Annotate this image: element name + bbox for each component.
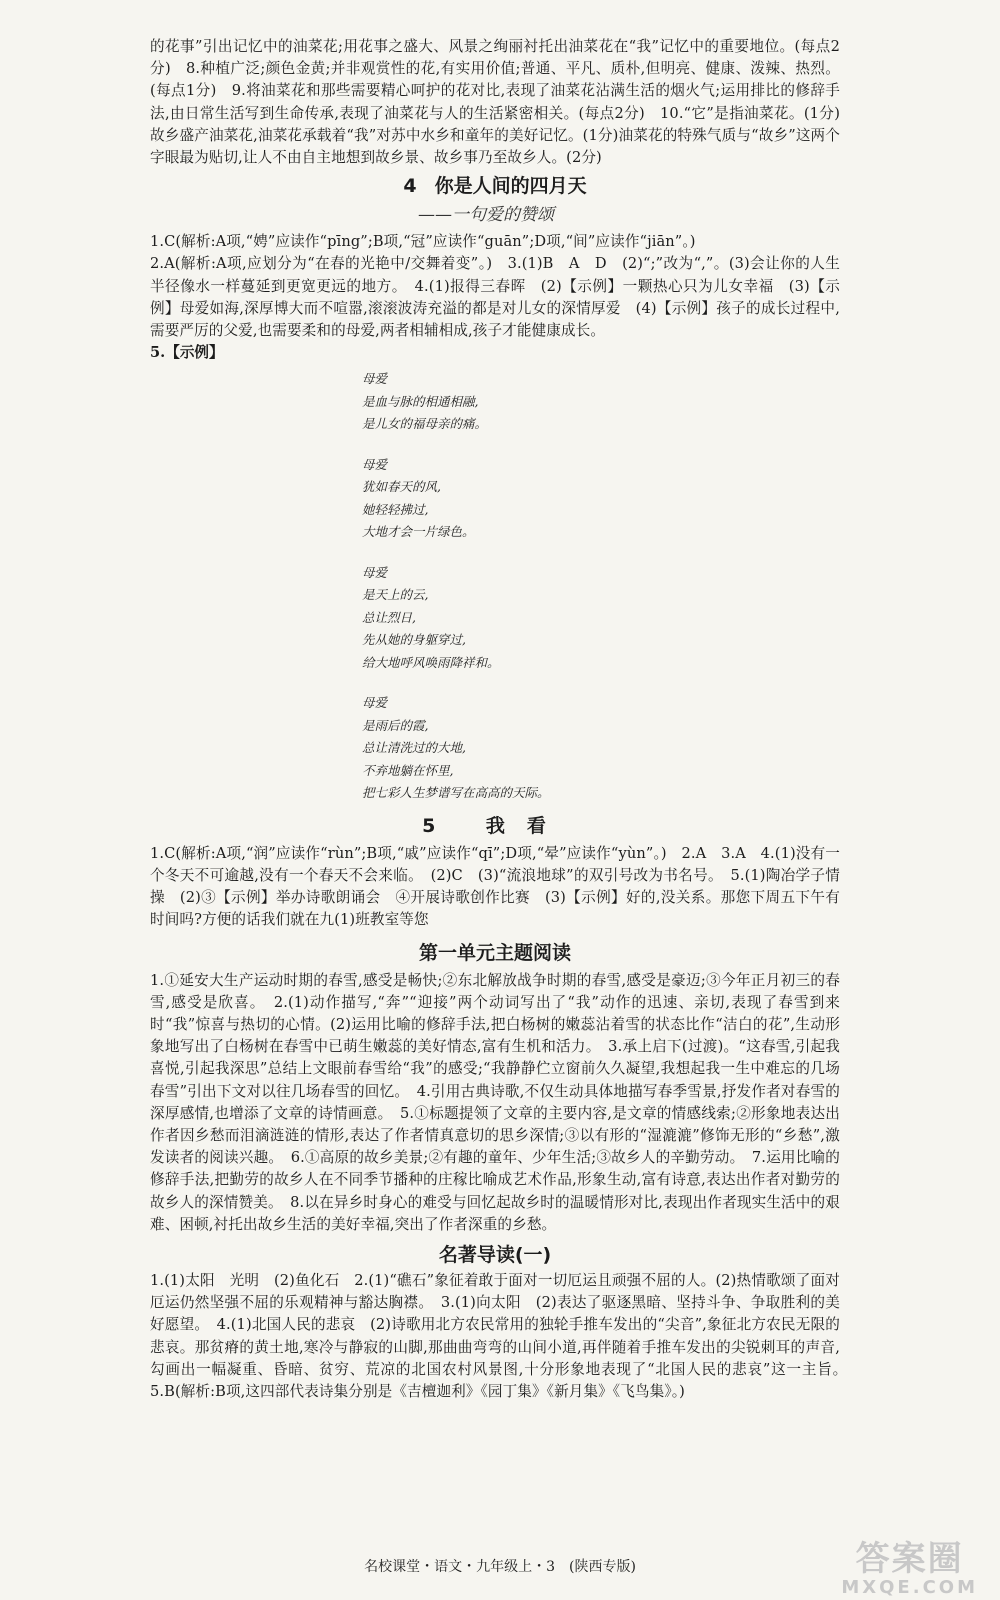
poem-line: 母爱: [362, 456, 388, 472]
poem-line: 母爱: [362, 695, 388, 711]
poem-line: 她轻轻拂过,: [362, 501, 429, 517]
poem-line: 给大地呼风唤雨降祥和。: [362, 654, 500, 670]
poem-line: 大地才会一片绿色。: [362, 524, 475, 540]
section-4-q5-label: 5.【示例】: [150, 344, 224, 362]
section-4-title: 你是人间的四月天: [434, 175, 587, 198]
poem-line: 不弃地躺在怀里,: [362, 762, 454, 778]
sample-poem: [362, 368, 840, 805]
classics-heading: 名著导读(一): [438, 1243, 552, 1266]
poem-line: 是天上的云,: [362, 587, 429, 603]
section-5-title: 我看: [485, 814, 568, 837]
answer-page: [150, 36, 855, 1403]
poem-line: 先从她的身躯穿过,: [362, 632, 466, 648]
poem-line: 把七彩人生梦谱写在高高的天际。: [362, 785, 550, 801]
intro-paragraph: 的花事”引出记忆中的油菜花;用花事之盛大、风景之绚丽衬托出油菜花在“我”记忆中的重要地位。(每点2分) 8.种植广泛;颜色金黄;并非观赏性的花,有实用价值;普通、平凡、质朴,但明亮、健康、泼辣、热烈。(每点1分) 9.将油菜花和那些需要精心呵护的花对比,表现了油菜花沾满生活的烟火气;运用排比的修辞手法,由日常生活写到生命传承,表现了油菜花与人的生活紧密相关。(每点2分) 10.“它”是指油菜花。(1分)故乡盛产油菜花,油菜花承载着“我”对苏中水乡和童年的美好记忆。(1分)油菜花的特殊气质与“故乡”这两个字眼最为贴切,让人不由自主地想到故乡景、故乡事乃至故乡人。(2分): [150, 38, 840, 167]
poem-stanza: [362, 368, 840, 436]
section-5-answers: 1.C(解析:A项,“润”应读作“rùn”;B项,“戚”应读作“qī”;D项,“晕”应读作“yùn”。) 2.A 3.A 4.(1)没有一个冬天不可逾越,没有一个春天不会来临。 (2)C (3)“流浪地球”的双引号改为书名号。 5.(1)陶冶学子情操 (2)③【示例】举办诗歌朗诵会 ④开展诗歌创作比赛 (3)【示例】好的,没关系。那您下周五下午有时间吗?方便的话我们就在九(1)班教室等您: [150, 844, 840, 929]
poem-line: 犹如春天的风,: [362, 479, 441, 495]
poem-line: 总让烈日,: [362, 609, 416, 625]
section-4-answer-2: 2.A(解析:A项,应划分为“在春的光艳中/交舞着变”。) 3.(1)B A D (2)“;”改为“,”。(3)会让你的人生半径像水一样蔓延到更宽更远的地方。 4.(1)报得三春晖 (2)【示例】一颗热心只为儿女幸福 (3)【示例】母爱如海,深厚博大而不喧嚣,滚滚波涛充溢的都是对儿女的深情厚爱 (4)【示例】孩子的成长过程中,需要严厉的父爱,也需要柔和的母爱,两者相辅相成,孩子才能健康成长。: [150, 255, 840, 340]
poem-line: 是雨后的霞,: [362, 717, 429, 733]
poem-stanza: [362, 562, 840, 675]
watermark-logo: [841, 1540, 978, 1598]
poem-stanza: [362, 692, 840, 805]
section-5-number: 5: [422, 814, 458, 837]
section-4-answer-1: 1.C(解析:A项,“娉”应读作“pīng”;B项,“冠”应读作“guān”;D项,“间”应读作“jiān”。): [150, 233, 696, 251]
unit-reading-heading: 第一单元主题阅读: [418, 941, 571, 964]
section-4-number: 4: [403, 175, 417, 198]
page-footer: 名校课堂・语文・九年级上・3 (陕西专版): [364, 1559, 636, 1575]
classics-answers: 1.(1)太阳 光明 (2)鱼化石 2.(1)“礁石”象征着敢于面对一切厄运且顽强不屈的人。(2)热情歌颂了面对厄运仍然坚强不屈的乐观精神与豁达胸襟。 3.(1)向太阳 (2)表达了驱逐黑暗、坚持斗争、争取胜利的美好愿望。 4.(1)北国人民的悲哀 (2)诗歌用北方农民常用的独轮手推车发出的“尖音”,象征北方农民无限的悲哀。那贫瘠的黄土地,寒冷与静寂的山脚,那曲曲弯弯的山间小道,再伴随着手推车发出的尖锐刺耳的声音,勾画出一幅凝重、昏暗、贫穷、荒凉的北国农村风景图,十分形象地表现了“北国人民的悲哀”这一主旨。 5.B(解析:B项,这四部代表诗集分别是《吉檀迦利》《园丁集》《新月集》《飞鸟集》。): [150, 1271, 855, 1400]
poem-line: 母爱: [362, 564, 388, 580]
poem-line: 总让清洗过的大地,: [362, 740, 466, 756]
poem-line: 母爱: [362, 371, 388, 387]
section-5-heading: [150, 811, 840, 841]
poem-line: 是血与脉的相通相融,: [362, 393, 479, 409]
section-4-heading: [150, 171, 840, 201]
watermark-url: MXQE.COM: [841, 1577, 978, 1598]
unit-reading-answers: 1.①延安大生产运动时期的春雪,感受是畅快;②东北解放战争时期的春雪,感受是豪迈;③今年正月初三的春雪,感受是欣喜。 2.(1)动作描写,“奔”“迎接”两个动词写出了“我”动作的迅速、亲切,表现了春雪到来时“我”惊喜与热切的心情。(2)运用比喻的修辞手法,把白杨树的嫩蕊沾着雪的状态比作“洁白的花”,生动形象地写出了白杨树在春雪中已萌生嫩蕊的美好情态,富有生机和活力。 3.承上启下(过渡)。“这春雪,引起我喜悦,引起我深思”总结上文眼前春雪给“我”的感受;“我静静伫立窗前久久凝望,我想起我一生中难忘的几场春雪”引出下文对以往几场春雪的回忆。 4.引用古典诗歌,不仅生动具体地描写春季雪景,抒发作者对春雪的深厚感情,也增添了文章的诗情画意。 5.①标题提领了文章的主要内容,是文章的情感线索;②形象地表达出作者因乡愁而泪滴涟涟的情形,表达了作者情真意切的思乡深情;③以有形的“湿漉漉”修饰无形的“乡愁”,激发读者的阅读兴趣。 6.①高原的故乡美景;②有趣的童年、少年生活;③故乡人的辛勤劳动。 7.运用比喻的修辞手法,把勤劳的故乡人在不同季节播种的庄稼比喻成艺术作品,形象生动,富有诗意,表达出作者对勤劳的故乡人的深情赞美。 8.以在异乡时身心的难受与回忆起故乡时的温暖情形对比,表现出作者现实生活中的艰难、困顿,衬托出故乡生活的美好幸福,突出了作者深重的乡愁。: [150, 971, 840, 1233]
section-4-subtitle: ——一句爱的赞颂: [418, 205, 554, 226]
poem-stanza: [362, 454, 840, 544]
poem-line: 是儿女的福母亲的痛。: [362, 416, 488, 432]
watermark-text: 答案圈: [855, 1539, 964, 1579]
